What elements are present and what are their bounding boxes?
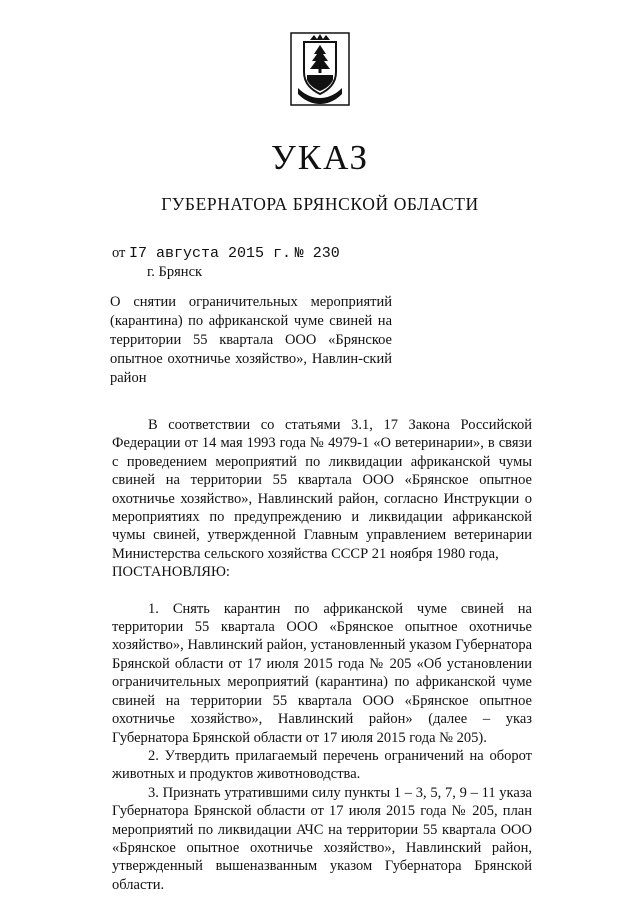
- date-stamp: I7 августа 2015 г.: [129, 245, 292, 262]
- coat-of-arms-emblem: [290, 32, 350, 106]
- date-line: [112, 245, 340, 262]
- document-subject: О снятии ограничительных мероприятий (карантина) по африканской чуме свиней на территории 55 квартала ООО «Брянское опытное охотничье хозяйство», Навлин-ский район: [110, 294, 392, 386]
- document-subtitle: ГУБЕРНАТОРА БРЯНСКОЙ ОБЛАСТИ: [161, 194, 479, 214]
- date-prefix: от: [112, 245, 126, 261]
- document-body: [112, 416, 532, 894]
- document-title: УКАЗ: [270, 138, 370, 177]
- decree-item: 1. Снять карантин по африканской чуме свиней на территории 55 квартала ООО «Брянское опытное охотничье хозяйство», Навлинский район, установленный указом Губернатора Брянской области от 17 июля 2015 года № 205 «Об установлении ограничительных мероприятий (карантина) по африканской чуме свиней на территории 55 квартала ООО «Брянское опытное охотничье хозяйство», Навлинский район» (далее – указ Губернатора Брянской области от 17 июля 2015 года № 205).: [112, 600, 532, 746]
- document-number: № 230: [294, 245, 340, 262]
- decree-word: ПОСТАНОВЛЯЮ:: [112, 564, 230, 581]
- decree-item: 3. Признать утратившими силу пункты 1 – 3, 5, 7, 9 – 11 указа Губернатора Брянской области от 17 июля 2015 года № 205, план мероприятий по ликвидации АЧС на территории 55 квартала ООО «Брянское опытное охотничье хозяйство», Навлинский район, утвержденный вышеназванным указом Губернатора Брянской области.: [112, 784, 532, 893]
- preamble-paragraph: В соответствии со статьями 3.1, 17 Закона Российской Федерации от 14 мая 1993 года № 4979-1 «О ветеринарии», в связи с проведением мероприятий по ликвидации африканской чумы свиней на территории 55 квартала ООО «Брянское опытное охотничье хозяйство», Навлинский район, согласно Инструкции о мероприятиях по предупреждению и ликвидации африканской чумы свиней, утвержденной Главным управлением ветеринарии Министерства сельского хозяйства СССР 21 ноября 1980 года,: [112, 417, 532, 562]
- decree-item: 2. Утвердить прилагаемый перечень ограничений на оборот животных и продуктов животноводства.: [112, 747, 532, 783]
- coat-of-arms-icon: [290, 32, 350, 106]
- city: г. Брянск: [147, 264, 203, 280]
